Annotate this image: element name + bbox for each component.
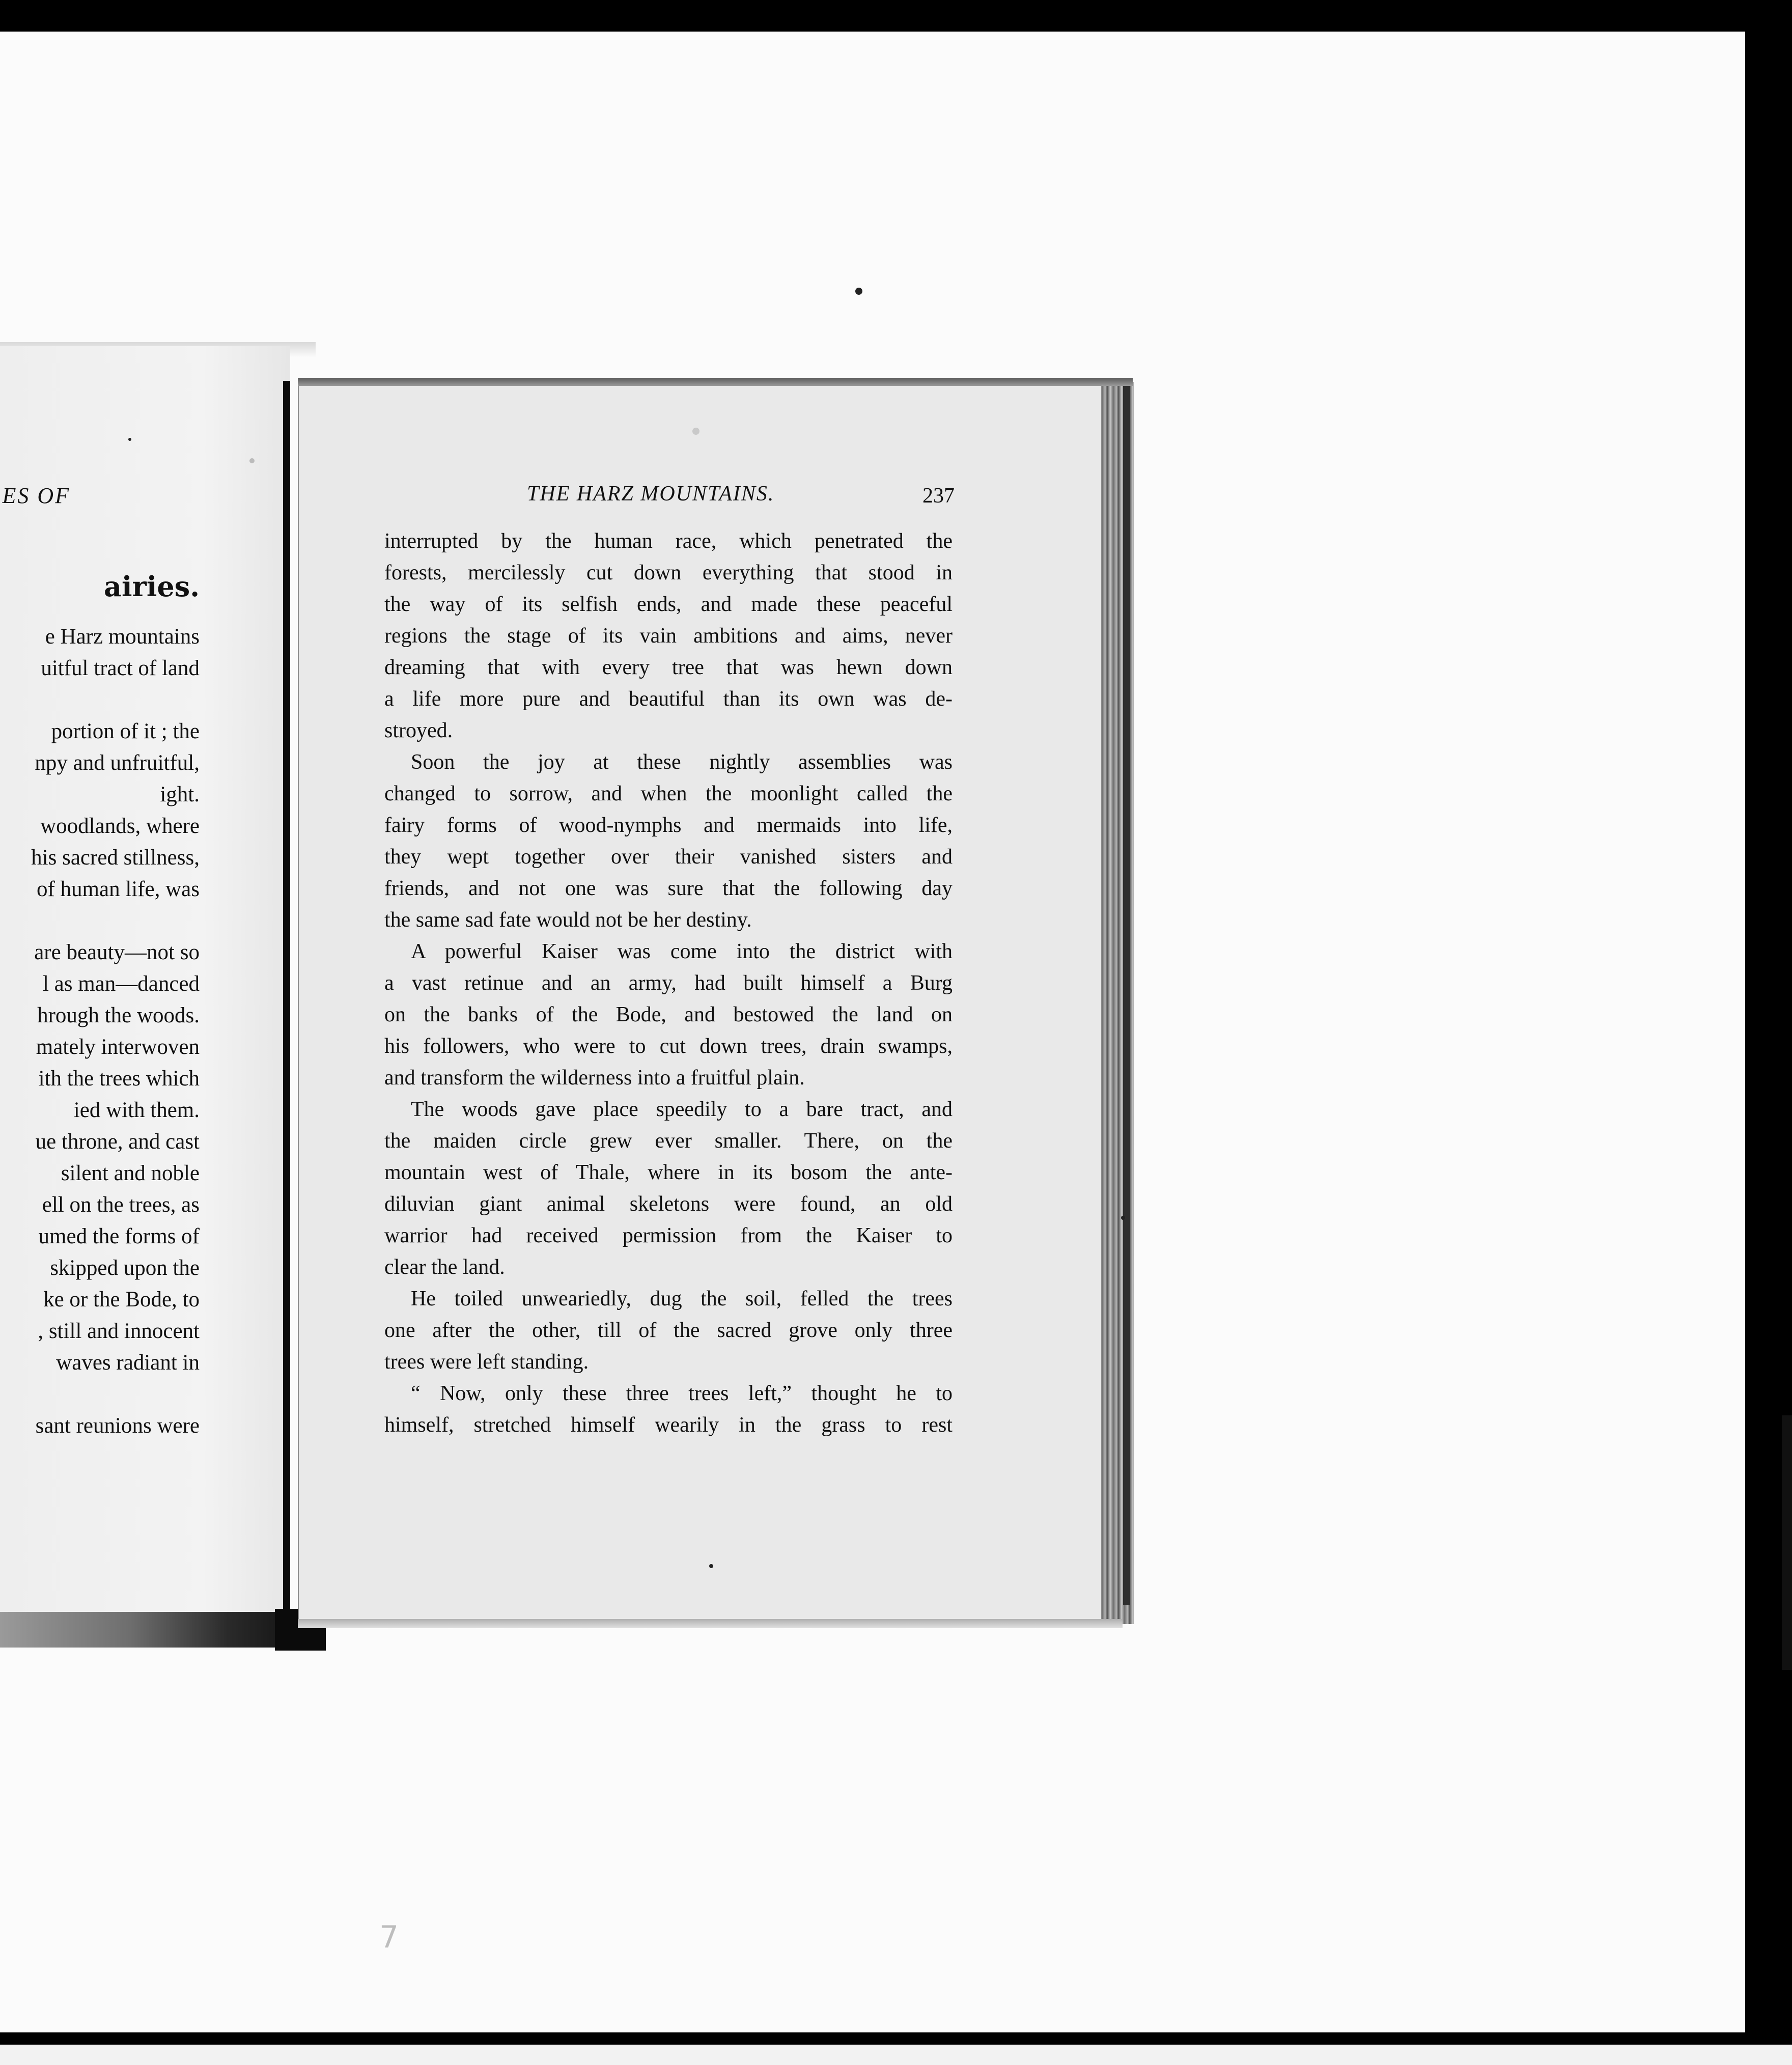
text-line: npy and unfruitful, <box>35 751 200 775</box>
text-line <box>31 1379 200 1410</box>
text-line: hrough the woods. <box>37 1003 200 1027</box>
text-line: they wept together over their vanished sisters and <box>384 845 953 869</box>
left-page-text <box>31 621 200 1442</box>
text-line: friends, and not one was sure that the following day <box>384 877 953 900</box>
text-line: the maiden circle grew ever smaller. There, on the <box>384 1129 953 1153</box>
text-line: sant reunions were <box>35 1414 200 1438</box>
text-line: fairy forms of wood-nymphs and mermaids into life, <box>384 814 953 837</box>
text-line: , still and innocent <box>38 1319 200 1343</box>
text-line: umed the forms of <box>38 1224 200 1248</box>
text-line: a vast retinue and an army, had built himself a Burg <box>384 971 953 995</box>
left-running-header: ES OF <box>2 483 70 508</box>
text-line <box>31 905 200 937</box>
text-line: Soon the joy at these nightly assemblies was <box>411 750 953 774</box>
book-gutter <box>283 381 290 1614</box>
dust-speck <box>709 1564 713 1568</box>
text-line: e Harz mountains <box>45 625 200 649</box>
dust-speck <box>692 428 699 435</box>
text-line: mately interwoven <box>36 1035 200 1059</box>
text-line: changed to sorrow, and when the moonlight called the <box>384 782 953 805</box>
text-line: “ Now, only these three trees left,” thought he to <box>411 1382 953 1405</box>
text-line: uitful tract of land <box>41 656 200 680</box>
page-edge-shadow <box>1123 383 1130 1605</box>
page-number: 237 <box>922 484 955 508</box>
left-page <box>0 346 290 1629</box>
dust-speck <box>1121 1216 1125 1220</box>
dust-speck <box>855 288 862 295</box>
right-page-top-edge <box>298 378 1133 386</box>
text-line: ight. <box>160 783 200 806</box>
text-line: ke or the Bode, to <box>43 1288 200 1311</box>
film-frame-right <box>1745 32 1792 2032</box>
text-line: ell on the trees, as <box>42 1193 200 1217</box>
text-line: clear the land. <box>384 1255 505 1279</box>
right-page-bottom-edge <box>298 1619 1123 1628</box>
film-scratch-mark: 7 <box>379 1919 399 1955</box>
dust-speck <box>128 438 131 441</box>
text-line: mountain west of Thale, where in its bosom the ante- <box>384 1161 953 1184</box>
text-line: himself, stretched himself wearily in the grass to rest <box>384 1413 953 1437</box>
text-line: his sacred stillness, <box>31 846 200 870</box>
text-line: A powerful Kaiser was come into the district with <box>411 940 953 963</box>
dust-speck <box>249 458 255 463</box>
text-line: skipped upon the <box>50 1256 200 1280</box>
text-line: are beauty—not so <box>34 940 200 964</box>
text-line: ith the trees which <box>38 1067 200 1091</box>
film-frame-top <box>0 0 1792 32</box>
film-bottom-band <box>0 2045 1792 2065</box>
text-line: of human life, was <box>36 877 200 901</box>
text-line: diluvian giant animal skeletons were found, an old <box>384 1192 953 1216</box>
text-line: ied with them. <box>73 1098 200 1122</box>
text-line: warrior had received permission from the Kaiser to <box>384 1224 953 1247</box>
text-line <box>31 684 200 716</box>
text-line: regions the stage of its vain ambitions and aims, never <box>384 624 953 648</box>
text-line: the way of its selfish ends, and made these peaceful <box>384 593 953 616</box>
text-line: a life more pure and beautiful than its own was de- <box>384 687 953 711</box>
text-line: and transform the wilderness into a fruitful plain. <box>384 1066 805 1090</box>
text-line: trees were left standing. <box>384 1350 589 1374</box>
text-line: one after the other, till of the sacred grove only three <box>384 1319 953 1342</box>
left-chapter-title: airies. <box>103 570 200 603</box>
text-line: the same sad fate would not be her destiny. <box>384 908 752 932</box>
text-line: waves radiant in <box>56 1351 200 1375</box>
text-line: stroyed. <box>384 719 453 742</box>
text-line: He toiled unweariedly, dug the soil, felled the trees <box>411 1287 953 1310</box>
text-line: his followers, who were to cut down trees, drain swamps, <box>384 1035 953 1058</box>
text-line: silent and noble <box>61 1161 200 1185</box>
text-line: woodlands, where <box>40 814 200 838</box>
text-line: dreaming that with every tree that was hewn down <box>384 656 953 679</box>
text-line: ue throne, and cast <box>35 1130 200 1154</box>
right-page-text <box>384 525 953 1441</box>
text-line: l as man—danced <box>42 972 200 996</box>
text-line: portion of it ; the <box>51 719 200 743</box>
text-line: forests, mercilessly cut down everything that stood in <box>384 561 953 584</box>
text-line: on the banks of the Bode, and bestowed the land on <box>384 1003 953 1026</box>
text-line: The woods gave place speedily to a bare tract, and <box>411 1098 953 1121</box>
text-line: interrupted by the human race, which penetrated the <box>384 529 953 553</box>
running-header: THE HARZ MOUNTAINS. <box>527 482 775 506</box>
film-edge-mark <box>1782 1415 1792 1670</box>
